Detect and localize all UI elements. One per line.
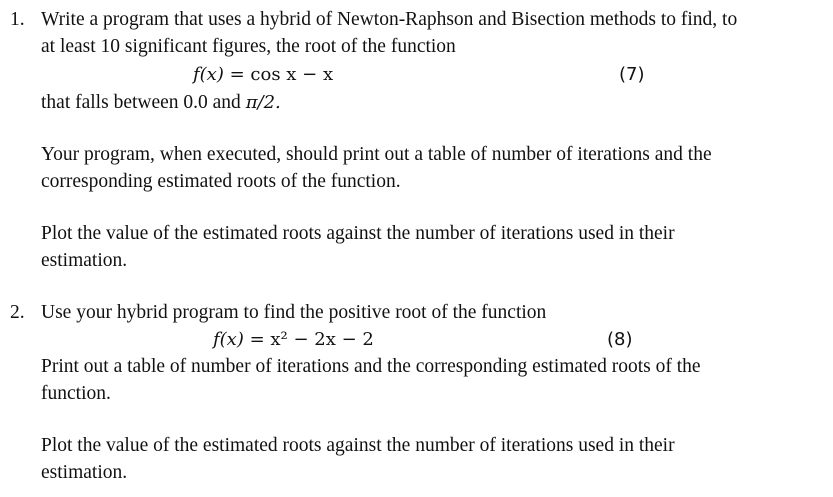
question-1-equation-lhs: f(x) [193,64,224,85]
question-1-para-3-line-1: Plot the value of the estimated roots against the number of iterations used in their [41,223,675,244]
question-1-marks: (7) [619,64,645,85]
question-1-para-2-line-2: corresponding estimated roots of the function. [41,171,401,192]
question-1-para-2-line-1: Your program, when executed, should print out a table of number of iterations and the [41,144,712,165]
question-1-line-1: Write a program that uses a hybrid of Newton-Raphson and Bisection methods to find, to [41,9,738,30]
question-2-para-3-line-2: estimation. [41,462,128,483]
question-2-para-3-line-1: Plot the value of the estimated roots against the number of iterations used in their [41,435,675,456]
question-2-equation-lhs: f(x) [213,329,244,350]
question-1-line-3 [41,89,281,116]
question-1-equation [193,61,333,88]
question-2-number: 2. [10,302,25,323]
question-1-equation-rhs: = cos x − x [229,64,334,85]
question-1-para-3-line-2: estimation. [41,250,128,271]
question-2-line-1: Use your hybrid program to find the positive root of the function [41,302,547,323]
question-1-line-2: at least 10 significant figures, the root of the function [41,36,456,57]
question-2-equation [213,326,374,353]
question-2-line-3: function. [41,383,111,404]
question-1-number: 1. [10,9,25,30]
question-1-line-3-text: that falls between 0.0 and [41,92,246,113]
question-2-equation-rhs: = x² − 2x − 2 [249,329,374,350]
question-2-marks: (8) [607,329,633,350]
question-2-line-2: Print out a table of number of iterations and the corresponding estimated roots of the [41,356,701,377]
question-1-line-3-math: π/2. [245,92,281,113]
